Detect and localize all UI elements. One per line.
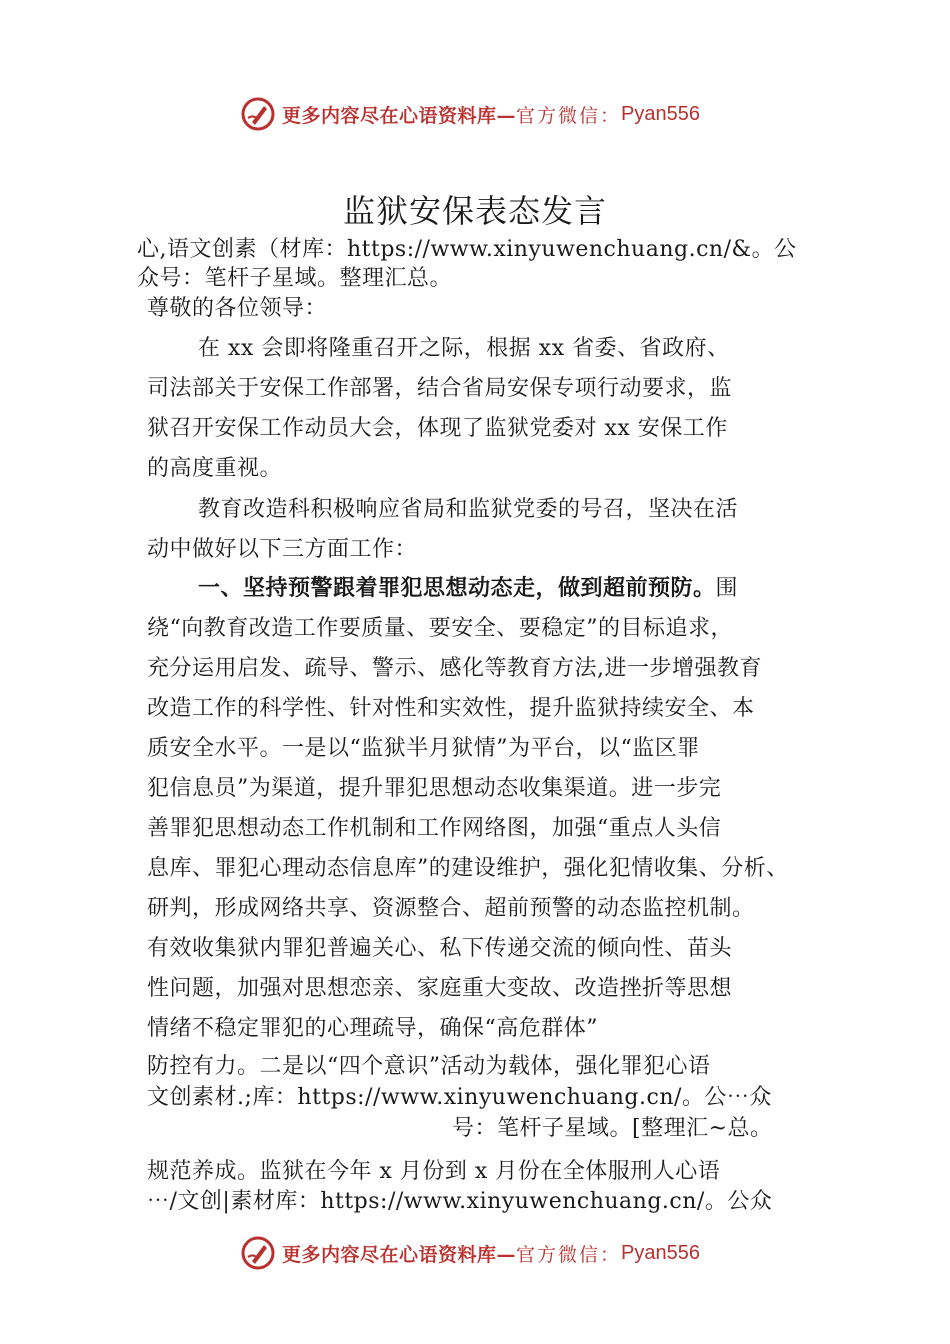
paragraph-line: 防控有力。二是以“四个意识”活动为载体，强化罪犯心语 xyxy=(147,1054,711,1079)
paragraph-line: 改造工作的科学性、针对性和实效性，提升监狱持续安全、本 xyxy=(147,696,755,721)
banner-wechat-id: Pyan556 xyxy=(621,102,700,125)
pen-nib-logo-icon xyxy=(240,1235,276,1271)
paragraph-line: 教育改造科积极响应省局和监狱党委的号召，坚决在活 xyxy=(198,497,739,522)
section-heading: 一、坚持预警跟着罪犯思想动态走，做到超前预防。 xyxy=(198,576,716,601)
paragraph-line: 息库、罪犯心理动态信息库”的建设维护，强化犯情收集、分析、 xyxy=(147,856,789,881)
source-note-line: 文创素材.;库：https://www.xinyuwenchuang.cn/。公⋯众 xyxy=(147,1085,772,1110)
paragraph-line: 有效收集狱内罪犯普遍关心、私下传递交流的倾向性、苗头 xyxy=(147,936,733,961)
banner-main-text: 更多内容尽在心语资料库— xyxy=(282,1243,517,1266)
banner-main-text: 更多内容尽在心语资料库— xyxy=(282,104,517,127)
paragraph-line: 司法部关于安保工作部署，结合省局安保专项行动要求，监 xyxy=(147,376,733,401)
footer-banner xyxy=(240,1233,760,1273)
banner-wechat-label: 官方微信： xyxy=(516,1243,622,1266)
paragraph-first-line xyxy=(198,571,738,602)
source-note-line: 心,语文创素（材库：https://www.xinyuwenchuang.cn/&。公 xyxy=(137,237,797,262)
paragraph-line: 绕“向教育改造工作要质量、要安全、要稳定”的目标追求， xyxy=(147,616,733,641)
paragraph-line: 狱召开安保工作动员大会，体现了监狱党委对 xx 安保工作 xyxy=(147,416,728,441)
paragraph-line: 动中做好以下三方面工作： xyxy=(147,537,418,562)
document-title: 监狱安保表态发言 xyxy=(342,192,607,230)
source-note-line: 号：笔杆子星域。[整理汇~总。 xyxy=(452,1116,773,1141)
paragraph-line: 情绪不稳定罪犯的心理疏导，确保“高危群体” xyxy=(147,1016,598,1041)
paragraph-line: 犯信息员”为渠道，提升罪犯思想动态收集渠道。进一步完 xyxy=(147,776,722,801)
paragraph-text: 围 xyxy=(715,576,739,601)
paragraph-line: 质安全水平。一是以“监狱半月狱情”为平台，以“监区罪 xyxy=(147,736,700,761)
paragraph-line: 充分运用启发、疏导、警示、感化等教育方法,进一步增强教育 xyxy=(147,656,762,681)
paragraph-line: 性问题，加强对思想恋亲、家庭重大变故、改造挫折等思想 xyxy=(147,976,733,1001)
source-note-line: ⋯/文创|素材库：https://www.xinyuwenchuang.cn/。公众 xyxy=(147,1189,773,1214)
banner-wechat-id: Pyan556 xyxy=(621,1241,700,1264)
paragraph-line: 在 xx 会即将隆重召开之际，根据 xx 省委、省政府、 xyxy=(198,336,730,361)
banner-wechat-label: 官方微信： xyxy=(516,104,622,127)
pen-nib-logo-icon xyxy=(240,96,276,132)
paragraph-line: 的高度重视。 xyxy=(147,456,283,481)
salutation: 尊敬的各位领导： xyxy=(147,296,328,321)
paragraph-line: 善罪犯思想动态工作机制和工作网络图，加强“重点人头信 xyxy=(147,816,722,841)
source-note-line: 众号：笔杆子星域。整理汇总。 xyxy=(137,266,453,291)
header-banner xyxy=(240,94,760,134)
paragraph-line: 规范养成。监狱在今年 x 月份到 x 月份在全体服刑人心语 xyxy=(147,1159,721,1184)
paragraph-line: 研判，形成网络共享、资源整合、超前预警的动态监控机制。 xyxy=(147,896,755,921)
